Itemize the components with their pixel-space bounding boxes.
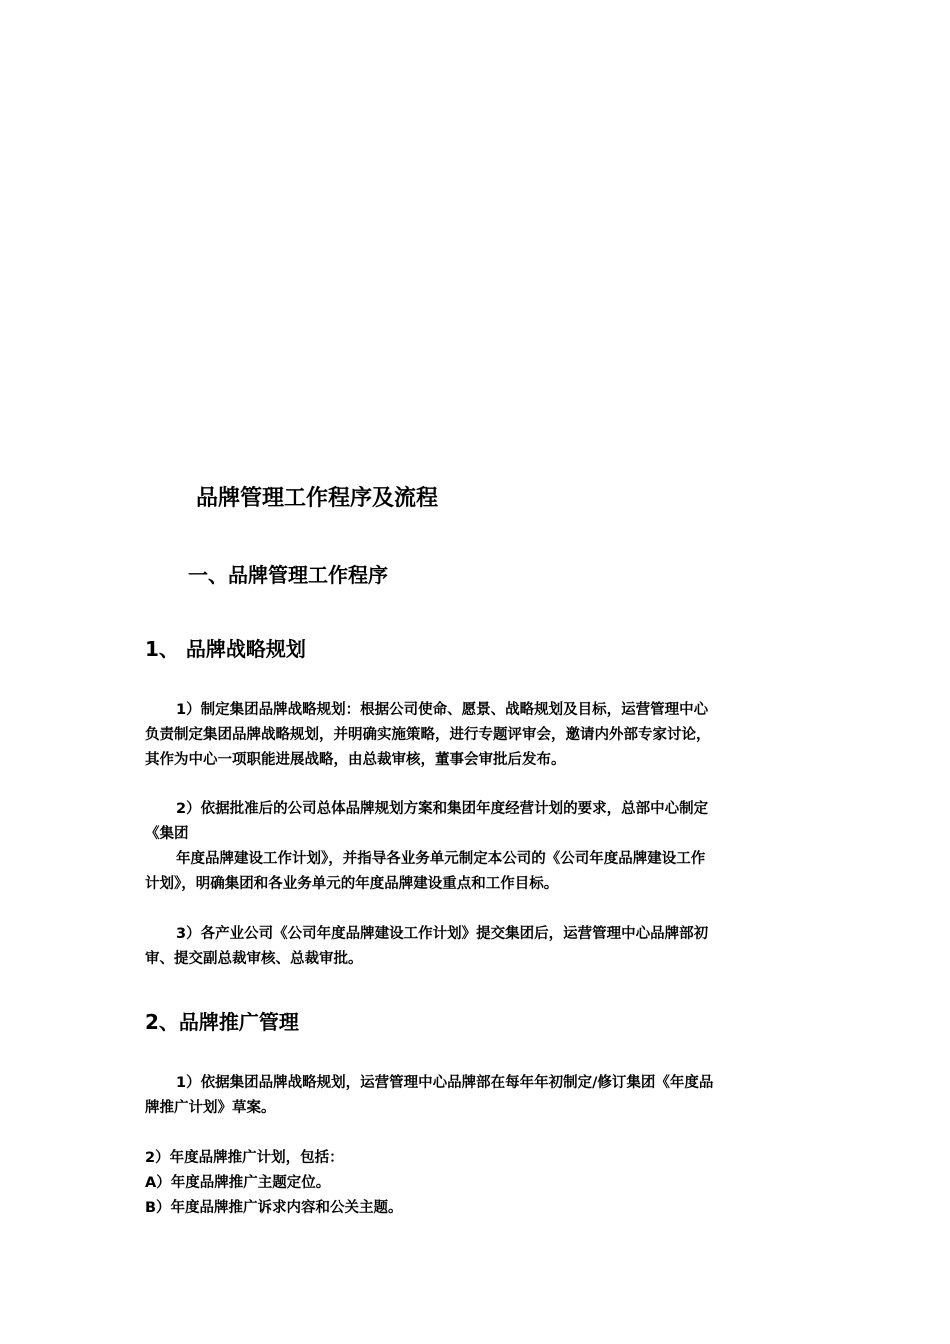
document-title: 品牌管理工作程序及流程 <box>196 486 439 511</box>
paragraph-line: 年度品牌建设工作计划》，并指导各业务单元制定本公司的《公司年度品牌建设工作 <box>176 851 706 867</box>
paragraph-line: 1）制定集团品牌战略规划：根据公司使命、愿景、战略规划及目标，运营管理中心 <box>176 702 709 718</box>
paragraph-1-3 <box>145 922 810 972</box>
paragraph-1-2 <box>145 797 810 897</box>
paragraph-1-1 <box>145 698 810 773</box>
paragraph-line: 2）依据批准后的公司总体品牌规划方案和集团年度经营计划的要求，总部中心制定 <box>176 801 709 817</box>
paragraph-line: 其作为中心一项职能进展战略，由总裁审核，董事会审批后发布。 <box>145 752 566 768</box>
paragraph-2-1 <box>145 1071 810 1121</box>
subsection-heading-promotion: 2、品牌推广管理 <box>145 1010 299 1034</box>
paragraph-line: 1）依据集团品牌战略规划，运营管理中心品牌部在每年年初制定/修订集团《年度品 <box>176 1075 714 1091</box>
paragraph-line: A）年度品牌推广主题定位。 <box>145 1175 331 1191</box>
section-heading: 一、品牌管理工作程序 <box>188 563 388 587</box>
paragraph-line: B）年度品牌推广诉求内容和公关主题。 <box>145 1200 403 1216</box>
paragraph-line: 审、提交副总裁审核、总裁审批。 <box>145 951 363 967</box>
paragraph-line: 负责制定集团品牌战略规划，并明确实施策略，进行专题评审会，邀请内外部专家讨论， <box>145 727 711 743</box>
subsection-heading-strategy: 1、 品牌战略规划 <box>145 637 306 661</box>
paragraph-line: 牌推广计划》草案。 <box>145 1100 276 1116</box>
paragraph-line: 《集团 <box>145 826 189 842</box>
paragraph-2-2 <box>145 1146 810 1221</box>
paragraph-line: 2）年度品牌推广计划，包括： <box>145 1150 344 1166</box>
paragraph-line: 计划》，明确集团和各业务单元的年度品牌建设重点和工作目标。 <box>145 876 559 892</box>
paragraph-line: 3）各产业公司《公司年度品牌建设工作计划》提交集团后，运营管理中心品牌部初 <box>176 926 709 942</box>
